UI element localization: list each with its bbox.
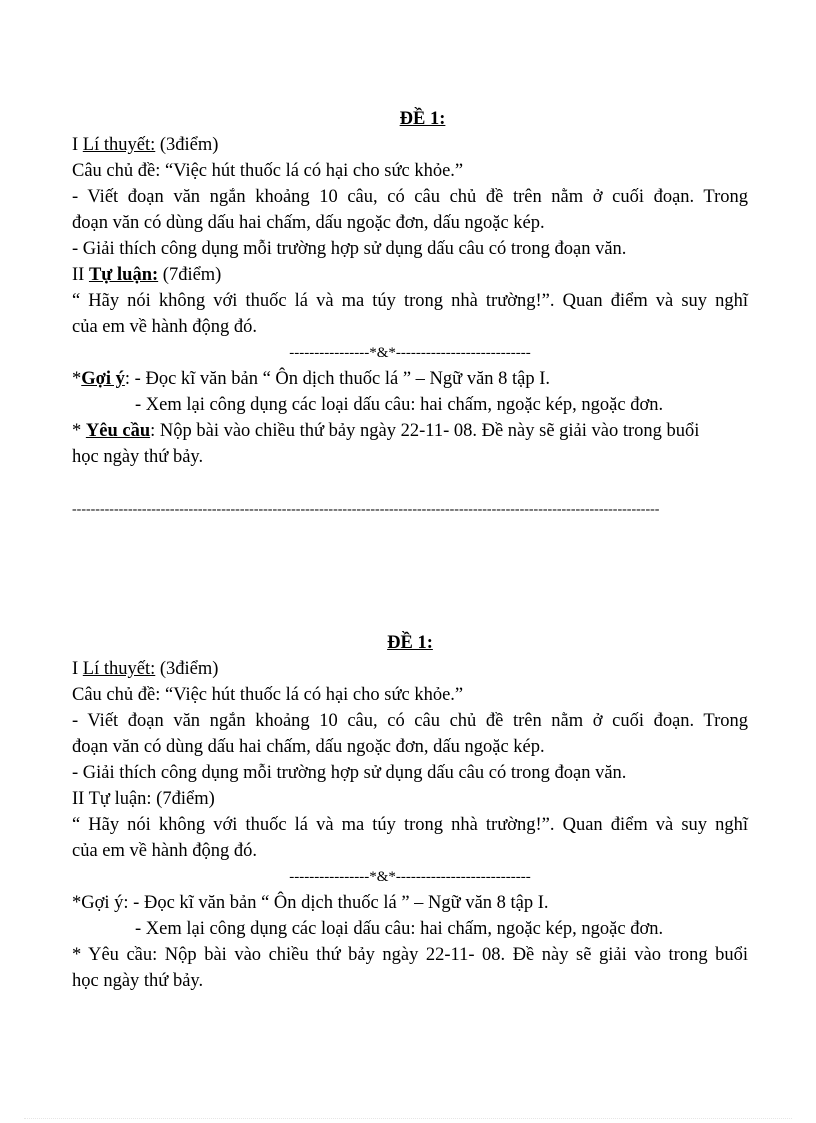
essay-prompt-line-1: “ Hãy nói không với thuốc lá và ma túy trong nhà trường!”. Quan điểm và suy nghĩ — [72, 815, 748, 835]
requirement-label: Yêu cầu — [85, 421, 151, 441]
requirement-line-2: học ngày thứ bảy. — [72, 971, 204, 991]
exam-section-2 — [72, 630, 748, 994]
hint-label: Gợi ý — [81, 369, 125, 389]
hint-prefix: * — [72, 369, 82, 389]
essay-heading: II Tự luận: (7điểm) — [72, 789, 215, 809]
theory-points: (3điểm) — [155, 659, 219, 679]
essay-prompt-line-2: của em về hành động đó. — [72, 841, 257, 861]
essay-prompt-line-2: của em về hành động đó. — [72, 317, 257, 337]
task-1-line-2: đoạn văn có dùng dấu hai chấm, dấu ngoặc đơn, dấu ngoặc kép. — [72, 213, 545, 233]
theory-points: (3điểm) — [155, 135, 219, 155]
theory-prefix: I — [72, 659, 83, 679]
requirement-text: : Nộp bài vào chiều thứ bảy ngày 22-11- 08. Đề này sẽ giải vào trong buổi — [150, 421, 700, 441]
theory-label: Lí thuyết: — [82, 135, 156, 155]
page-footer-rule — [24, 1118, 792, 1119]
essay-points: (7điểm) — [158, 265, 222, 285]
task-1-line-2: đoạn văn có dùng dấu hai chấm, dấu ngoặc đơn, dấu ngoặc kép. — [72, 737, 545, 757]
topic-sentence: Câu chủ đề: “Việc hút thuốc lá có hại cho sức khỏe.” — [72, 685, 464, 705]
essay-label: Tự luận: — [88, 265, 159, 285]
essay-heading — [72, 262, 748, 288]
hint-line-1 — [72, 366, 748, 392]
theory-label: Lí thuyết: — [82, 659, 156, 679]
theory-prefix: I — [72, 135, 83, 155]
essay-prompt-line-1: “ Hãy nói không với thuốc lá và ma túy trong nhà trường!”. Quan điểm và suy nghĩ — [72, 291, 748, 311]
hint-line-2: - Xem lại công dụng các loại dấu câu: hai chấm, ngoặc kép, ngoặc đơn. — [135, 919, 664, 939]
theory-heading — [72, 132, 748, 158]
page-separator: ------------------------------------------------------------------------------------------------------------------------------ — [72, 502, 660, 517]
requirement-prefix: * — [72, 421, 86, 441]
exam-section-1 — [72, 106, 748, 470]
exam-title: ĐỀ 1: — [387, 633, 433, 653]
hint-line-1: *Gợi ý: - Đọc kĩ văn bản “ Ôn dịch thuốc lá ” – Ngữ văn 8 tập I. — [72, 893, 549, 913]
hint-line-2: - Xem lại công dụng các loại dấu câu: hai chấm, ngoặc kép, ngoặc đơn. — [135, 395, 664, 415]
task-1-line-1: - Viết đoạn văn ngắn khoảng 10 câu, có câu chủ đề trên nằm ở cuối đoạn. Trong — [72, 187, 748, 207]
task-2: - Giải thích công dụng mỗi trường hợp sử dụng dấu câu có trong đoạn văn. — [72, 239, 627, 259]
theory-heading — [72, 656, 748, 682]
hint-text: : - Đọc kĩ văn bản “ Ôn dịch thuốc lá ” – Ngữ văn 8 tập I. — [124, 369, 551, 389]
section-divider: ----------------*&*--------------------------- — [289, 345, 531, 361]
requirement-line-1 — [72, 418, 748, 444]
requirement-line-1: * Yêu cầu: Nộp bài vào chiều thứ bảy ngày 22-11- 08. Đề này sẽ giải vào trong buổi — [72, 945, 748, 965]
topic-sentence: Câu chủ đề: “Việc hút thuốc lá có hại cho sức khỏe.” — [72, 161, 464, 181]
task-1-line-1: - Viết đoạn văn ngắn khoảng 10 câu, có câu chủ đề trên nằm ở cuối đoạn. Trong — [72, 711, 748, 731]
section-divider: ----------------*&*--------------------------- — [289, 869, 531, 885]
task-2: - Giải thích công dụng mỗi trường hợp sử dụng dấu câu có trong đoạn văn. — [72, 763, 627, 783]
exam-title: ĐỀ 1: — [399, 109, 446, 129]
requirement-line-2: học ngày thứ bảy. — [72, 447, 204, 467]
essay-prefix: II — [72, 265, 89, 285]
